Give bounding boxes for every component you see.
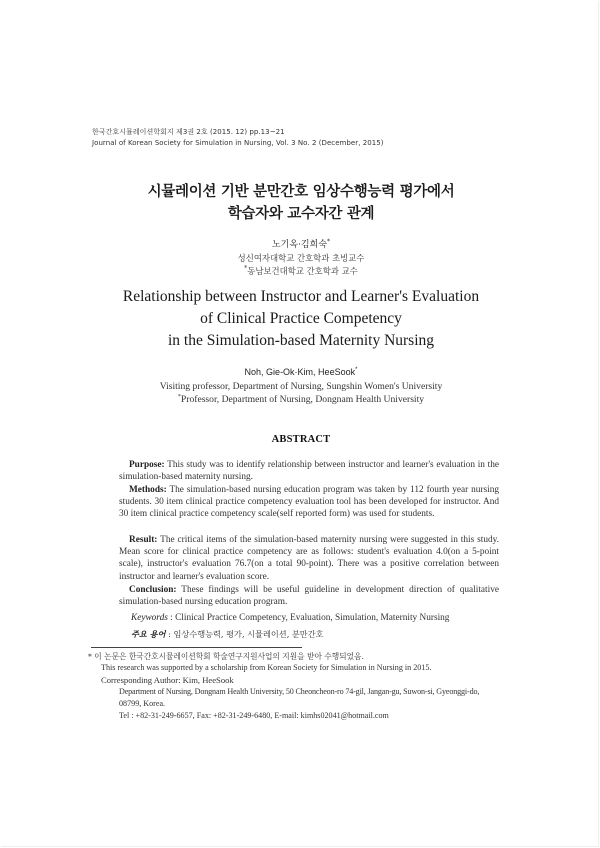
keywords-separator: : bbox=[165, 629, 174, 639]
korean-title-line-2: 학습자와 교수자간 관계 bbox=[227, 206, 375, 222]
footnote-divider bbox=[91, 647, 302, 648]
affiliation-mark: * bbox=[177, 393, 181, 400]
abstract-heading: ABSTRACT bbox=[271, 434, 331, 445]
footnote-address-line-2: 08799, Korea. bbox=[119, 699, 166, 708]
corresponding-mark: * bbox=[355, 367, 358, 373]
keywords-separator: : bbox=[167, 613, 176, 623]
keywords-korean-text: 임상수행능력, 평가, 시뮬레이션, 분만간호 bbox=[173, 629, 324, 639]
affiliation-mark: * bbox=[244, 265, 248, 273]
footnote-funding-korean: * 이 논문은 한국간호시뮬레이션학회 학술연구지원사업의 지원을 받아 수행되었음. bbox=[88, 652, 364, 661]
journal-header-english: Journal of Korean Society for Simulation in Nursing, Vol. 3 No. 2 (December, 2015) bbox=[92, 139, 384, 147]
english-author-names: Noh, Gie-Ok·Kim, HeeSook bbox=[244, 367, 356, 377]
keywords-text: Clinical Practice Competency, Evaluation, Simulation, Maternity Nursing bbox=[175, 613, 450, 623]
journal-header-korean: 한국간호시뮬레이션학회지 제3권 2호 (2015. 12) pp.13~21 bbox=[92, 128, 285, 136]
english-title-line-1: Relationship between Instructor and Learner's Evaluation bbox=[122, 288, 480, 305]
korean-author-names: 노기옥·김희숙 bbox=[271, 240, 328, 250]
abstract-methods bbox=[119, 484, 499, 521]
conclusion-label: Conclusion: bbox=[129, 585, 177, 595]
korean-title-line-1: 시뮬레이션 기반 분만간호 임상수행능력 평가에서 bbox=[147, 184, 455, 200]
footnote-corresponding-author bbox=[101, 675, 234, 685]
conclusion-text: These findings will be useful guideline in development direction of qualitative simulation-based nursing education program. bbox=[119, 585, 499, 608]
purpose-text: This study was to identify relationship between instructor and learner's evaluation in the simulation-based maternity nursing. bbox=[119, 460, 499, 483]
abstract-purpose bbox=[119, 459, 499, 483]
english-affiliation-2 bbox=[1, 394, 600, 405]
keywords-korean bbox=[131, 629, 324, 640]
english-authors bbox=[1, 367, 600, 377]
keywords-label: Keywords bbox=[131, 613, 168, 623]
result-label: Result: bbox=[129, 535, 158, 545]
methods-text: The simulation-based nursing education program was taken by 112 fourth year nursing students. 30 item clinical practice competency evaluation tool has been developed for instructor. And 30 item clinical practice competency scale(self reported form) was used for students. bbox=[119, 485, 499, 520]
corresponding-mark: * bbox=[327, 238, 331, 245]
korean-affiliation-2 bbox=[1, 265, 600, 277]
corresponding-author-label: Corresponding Author: bbox=[101, 675, 181, 685]
english-affiliation-2-text: Professor, Department of Nursing, Dongnam Health University bbox=[180, 394, 425, 405]
footnote-contact: Tel : +82-31-249-6657, Fax: +82-31-249-6480, E-mail: kimhs02041@hotmail.com bbox=[119, 711, 389, 720]
korean-affiliation-1: 성신여자대학교 간호학과 초빙교수 bbox=[237, 253, 365, 263]
english-title-line-2: of Clinical Practice Competency bbox=[200, 310, 402, 327]
korean-authors bbox=[1, 237, 600, 250]
paper-page bbox=[1, 1, 599, 847]
abstract-result bbox=[119, 534, 499, 583]
purpose-label: Purpose: bbox=[129, 460, 165, 470]
abstract-conclusion bbox=[119, 584, 499, 608]
english-title-line-3: in the Simulation-based Maternity Nursing bbox=[167, 332, 435, 349]
footnote-address-line-1: Department of Nursing, Dongnam Health University, 50 Cheoncheon-ro 74-gil, Jangan-gu, Suwon-si, Gyeonggi-do, bbox=[119, 687, 480, 696]
footnote-funding-english: This research was supported by a scholarship from Korean Society for Simulation in Nursing in 2015. bbox=[101, 663, 432, 672]
result-text: The critical items of the simulation-based maternity nursing were suggested in this study. Mean score for clinical practice competency are as follows: student's evaluation 4.0(on a 5-point scale), instructor's evaluation 76.7(on a total 90-point). There was a positive correlation between instructor and learner's evaluation score. bbox=[119, 535, 499, 582]
english-affiliation-1: Visiting professor, Department of Nursing, Sungshin Women's University bbox=[159, 381, 443, 392]
corresponding-author-name: Kim, HeeSook bbox=[180, 675, 234, 685]
methods-label: Methods: bbox=[129, 485, 167, 495]
korean-affiliation-2-text: 동남보건대학교 간호학과 교수 bbox=[247, 266, 358, 276]
keywords-english bbox=[131, 613, 449, 623]
keywords-korean-label: 주요 용어 bbox=[131, 629, 166, 639]
